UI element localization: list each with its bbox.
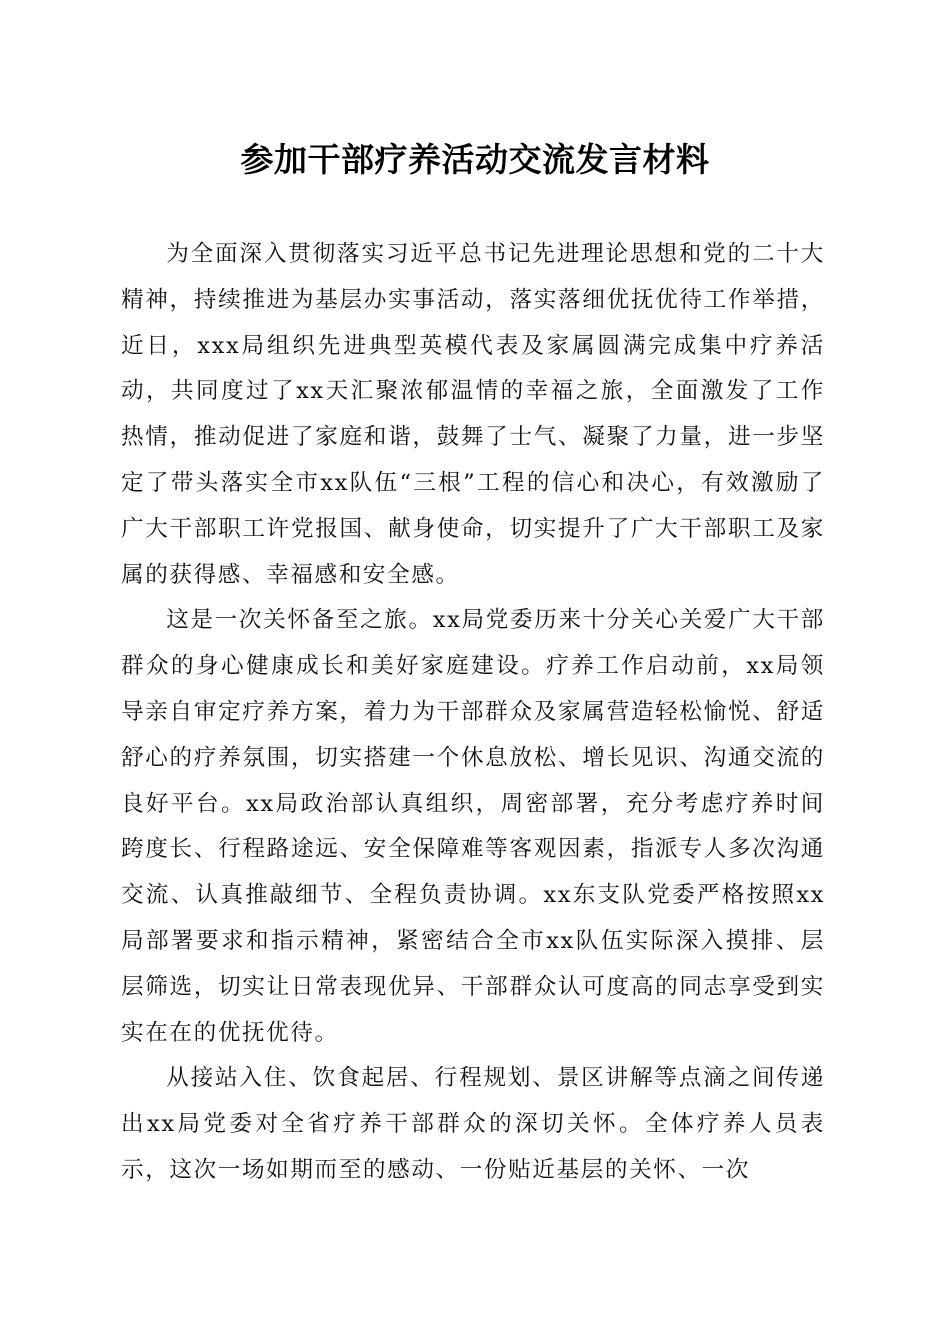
paragraph: 从接站入住、饮食起居、行程规划、景区讲解等点滴之间传递出xx局党委对全省疗养干部群众的深切关怀。全体疗养人员表示，这次一场如期而至的感动、一份贴近基层的关怀、一次 bbox=[121, 1065, 825, 1183]
paragraph: 这是一次关怀备至之旅。xx局党委历来十分关心关爱广大干部群众的身心健康成长和美好家庭建设。疗养工作启动前，xx局领导亲自审定疗养方案，着力为干部群众及家属营造轻松愉悦、舒适舒心的疗养氛围，切实搭建一个休息放松、增长见识、沟通交流的良好平台。xx局政治部认真组织，周密部署，充分考虑疗养时间跨度长、行程路途远、安全保障难等客观因素，指派专人多次沟通交流、认真推敲细节、全程负责协调。xx东支队党委严格按照xx局部署要求和指示精神，紧密结合全市xx队伍实际深入摸排、层层筛选，切实让日常表现优异、干部群众认可度高的同志享受到实实在在的优抚优待。 bbox=[121, 607, 825, 1046]
document-body bbox=[121, 232, 825, 1194]
paragraph: 为全面深入贯彻落实习近平总书记先进理论思想和党的二十大精神，持续推进为基层办实事活动，落实落细优抚优待工作举措，近日，xxx局组织先进典型英模代表及家属圆满完成集中疗养活动，共同度过了xx天汇聚浓郁温情的幸福之旅，全面激发了工作热情，推动促进了家庭和谐，鼓舞了士气、凝聚了力量，进一步坚定了带头落实全市xx队伍“三根”工程的信心和决心，有效激励了广大干部职工许党报国、献身使命，切实提升了广大干部职工及家属的获得感、幸福感和安全感。 bbox=[121, 241, 825, 588]
document-title: 参加干部疗养活动交流发言材料 bbox=[240, 140, 710, 179]
